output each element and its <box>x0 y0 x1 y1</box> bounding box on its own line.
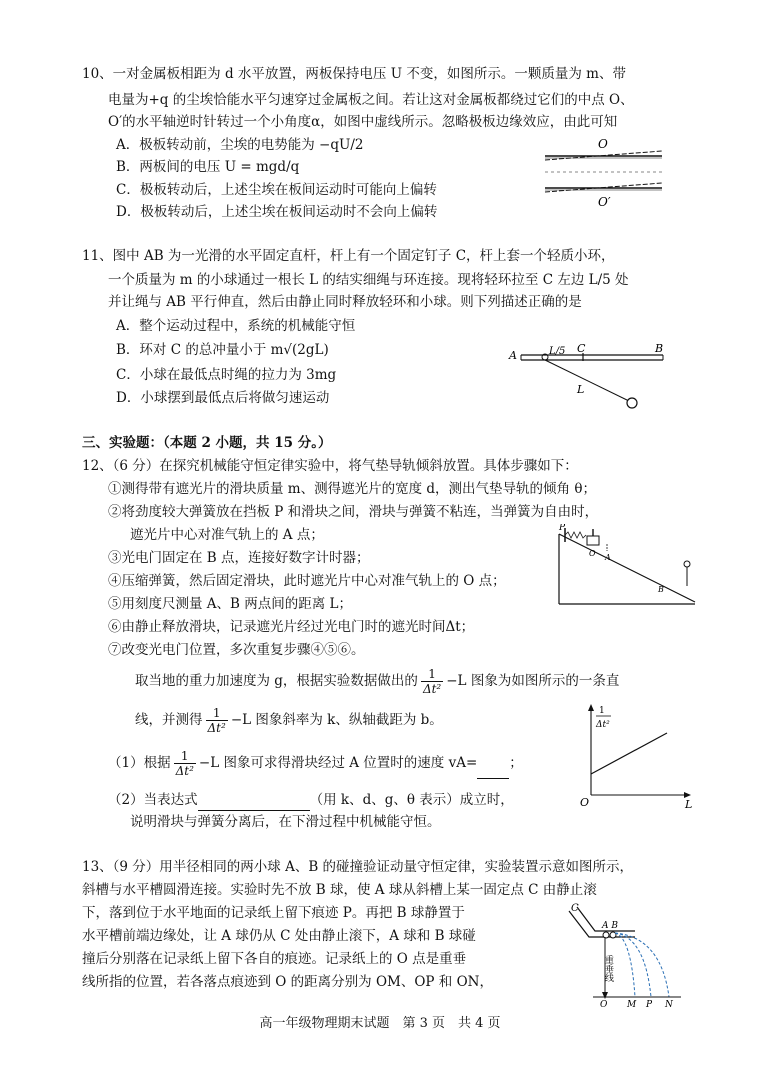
q12-label-a: A <box>605 553 611 562</box>
q13-line-2: 斜槽与水平槽圆滑连接。实验时先不放 B 球，使 A 球从斜槽上某一固定点 C 由静止滚 <box>82 882 597 898</box>
q10-option-c: C．极板转动后，上述尘埃在板间运动时可能向上偏转 <box>116 182 437 198</box>
q12-fraction-1: $\frac{1}{\text{Δt²}}$ <box>422 667 442 696</box>
q11-stem-line-1: 11、图中 AB 为一光滑的水平固定直杆，杆上有一个固定钉子 C，杆上套一个轻质小环， <box>82 248 615 264</box>
q12-sub2-text-a: （2）当表达式 <box>108 792 198 808</box>
q12-para-2-text-b: −L 图象斜率为 k、纵轴截距为 b。 <box>230 712 443 728</box>
q11-label-c: C <box>577 343 586 355</box>
q11-stem-line-2: 一个质量为 m 的小球通过一根长 L 的结实细绳与环连接。现将轻环拉至 C 左边 L/5 处 <box>108 272 629 288</box>
q11-stem-line-3: 并让绳与 AB 平行伸直，然后由静止同时释放轻环和小球。则下列描述正确的是 <box>108 294 582 310</box>
q13-label-m: M <box>627 1000 637 1007</box>
q12-sub-question-2-cont: 说明滑块与弹簧分离后，在下滑过程中机械能守恒。 <box>130 814 441 830</box>
q12-graph-origin: O <box>580 796 590 809</box>
q12-sub2-text-b: （用 k、d、g、θ 表示）成立时， <box>309 792 514 808</box>
q12-para-1-text-a: 取当地的重力加速度为 g，根据实验数据做出的 <box>135 673 418 689</box>
q13-collision-figure <box>565 897 685 1007</box>
q11-option-b: B．环对 C 的总冲量小于 m√(2gL) <box>116 342 329 358</box>
q13-label-c: C <box>571 903 579 914</box>
q10-label-o: O <box>598 137 608 151</box>
q12-step-6: ⑥由静止释放滑块，记录遮光片经过光电门时的遮光时间Δt； <box>108 619 475 635</box>
q12-graph-figure <box>575 700 700 810</box>
q11-option-c: C．小球在最低点时绳的拉力为 3mg <box>116 367 337 383</box>
q10-label-o-prime: O′ <box>598 195 611 209</box>
q10-stem-line-1: 10、一对金属板相距为 d 水平放置，两板保持电压 U 不变，如图所示。一颗质量为 m、带 <box>82 66 626 82</box>
q12-paragraph-2 <box>135 705 443 735</box>
section-3-title: 三、实验题：（本题 2 小题，共 15 分。） <box>82 435 332 451</box>
q12-graph-y-den: Δt² <box>596 720 610 730</box>
q11-label-l5: L/5 <box>549 346 566 357</box>
q12-step-2-cont: 遮光片中心对准气轨上的 A 点； <box>130 527 324 543</box>
q12-label-o: O <box>589 549 596 558</box>
q10-plates-figure <box>540 136 670 216</box>
q12-fraction-3: $\frac{1}{\text{Δt²}}$ <box>175 749 194 778</box>
q11-label-l: L <box>577 383 585 396</box>
q10-option-d: D．极板转动后，上述尘埃在板间运动时不会向上偏转 <box>116 204 438 220</box>
q10-option-a: A．极板转动前，尘埃的电势能为 −qU/2 <box>116 137 364 153</box>
q12-sub1-text-a: （1）根据 <box>108 755 171 771</box>
q13-line-1: 13、（9 分）用半径相同的两小球 A、B 的碰撞验证动量守恒定律，实验装置示意如图所示， <box>82 859 634 875</box>
q12-graph-y-num: 1 <box>599 706 605 716</box>
q12-sub-question-2 <box>108 790 514 811</box>
q13-label-o: O <box>600 1000 608 1007</box>
q12-stem: 12、（6 分）在探究机械能守恒定律实验中，将气垫导轨倾斜放置。具体步骤如下： <box>82 458 578 474</box>
q13-label-n: N <box>665 1000 673 1007</box>
q12-step-5: ⑤用刻度尺测量 A、B 两点间的距离 L； <box>108 596 353 612</box>
q12-airtrack-figure <box>555 524 705 609</box>
q11-option-a: A．整个运动过程中，系统的机械能守恒 <box>116 318 356 334</box>
q10-stem-line-3: O′的水平轴逆时针转过一个小角度α，如图中虚线所示。忽略极板边缘效应，由此可知 <box>108 114 618 130</box>
q13-line-4: 水平槽前端边缘处，让 A 球仍从 C 处由静止滚下，A 球和 B 球碰 <box>82 928 476 944</box>
q12-sub-question-1 <box>108 748 523 779</box>
q10-stem-line-2: 电量为+q 的尘埃恰能水平匀速穿过金属板之间。若让这对金属板都绕过它们的中点 O、 <box>108 92 634 108</box>
q12-step-7: ⑦改变光电门位置，多次重复步骤④⑤⑥。 <box>108 642 365 658</box>
q13-label-ab: A B <box>602 921 618 931</box>
q12-sub1-text-b: −L 图象可求得滑块经过 A 位置时的速度 vA= <box>198 755 478 771</box>
q12-step-3: ③光电门固定在 B 点，连接好数字计时器； <box>108 550 370 566</box>
q11-rod-figure <box>505 343 675 418</box>
q12-step-1: ①测得带有遮光片的滑块质量 m、测得遮光片的宽度 d，测出气垫导轨的倾角 θ； <box>108 481 596 497</box>
q13-label-plumb: 重垂线 <box>603 955 613 982</box>
page-footer: 高一年级物理期末试题 第 3 页 共 4 页 <box>259 1016 501 1031</box>
q12-answer-blank-2 <box>198 790 310 811</box>
q12-label-b: B <box>658 585 664 594</box>
q12-para-1-text-b: −L 图象为如图所示的一条直 <box>446 673 620 689</box>
q13-line-6: 线所指的位置，若各落点痕迹到 O 的距离分别为 OM、OP 和 ON， <box>82 974 493 990</box>
q13-label-p: P <box>646 1000 653 1007</box>
q12-fraction-2: $\frac{1}{\text{Δt²}}$ <box>207 706 226 735</box>
q12-answer-blank-1 <box>477 748 509 779</box>
q13-line-3: 下，落到位于水平地面的记录纸上留下痕迹 P。再把 B 球静置于 <box>82 905 465 921</box>
q12-step-2: ②将劲度较大弹簧放在挡板 P 和滑块之间，滑块与弹簧不粘连，当弹簧为自由时， <box>108 504 599 520</box>
q12-step-4: ④压缩弹簧，然后固定滑块，此时遮光片中心对准气轨上的 O 点； <box>108 573 506 589</box>
q12-sub1-end: ； <box>509 755 523 771</box>
q11-option-d: D．小球摆到最低点后将做匀速运动 <box>116 390 330 406</box>
q12-graph-x-label: L <box>685 798 693 810</box>
q11-label-b: B <box>655 343 664 355</box>
q10-option-b: B．两板间的电压 U = mgd/q <box>116 159 300 175</box>
q12-label-p: P <box>559 524 566 533</box>
q11-label-a: A <box>509 349 517 362</box>
q13-line-5: 撞后分别落在记录纸上留下各自的痕迹。记录纸上的 O 点是重垂 <box>82 951 467 967</box>
q12-para-2-text-a: 线，并测得 <box>135 712 203 728</box>
q12-paragraph-1 <box>135 666 619 696</box>
